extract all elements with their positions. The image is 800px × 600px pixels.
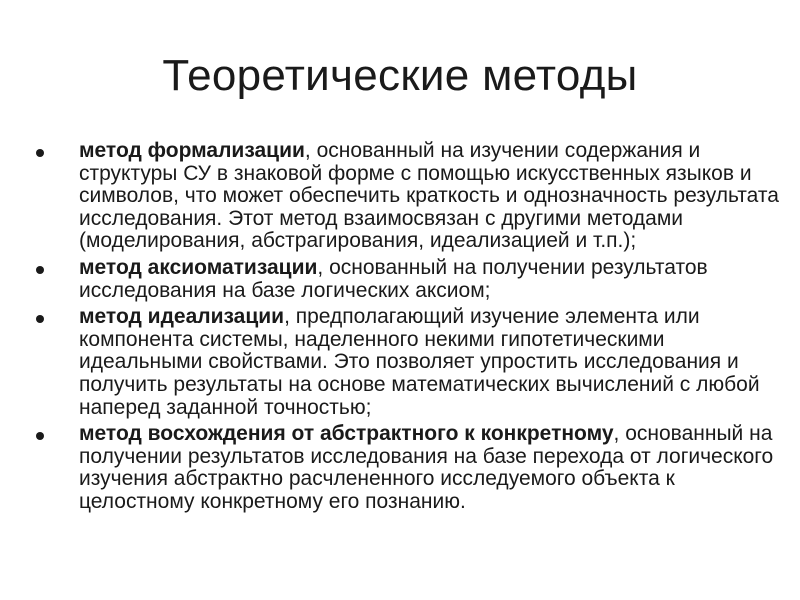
bullet-text: , основанный на изучении содержания и структуры СУ в знаковой форме с помощью искусственных языков и символов, что может обеспечить краткость и однозначность результата исследования. Этот метод взаимосвязан с другими методами (моделирования, абстрагирования, идеализацией и т.п.);	[79, 139, 779, 253]
bullet-item-formalization	[36, 140, 788, 253]
bullet-dot-icon	[36, 149, 44, 157]
bullet-item-axiomatization	[36, 257, 788, 302]
bullet-list	[36, 140, 788, 518]
bullet-dot-icon	[36, 432, 44, 440]
bullet-term: метод аксиоматизации	[79, 255, 318, 279]
bullet-text: , основанный на получении результатов исследования на базе логических аксиом;	[79, 255, 708, 302]
bullet-term: метод идеализации	[79, 305, 285, 329]
bullet-text: , предполагающий изучение элемента или компонента системы, наделенного некими гипотетическими идеальными свойствами. Это позволяет упростить исследования и получить результаты на основе математических вычислений с любой наперед заданной точностью;	[79, 305, 760, 419]
bullet-dot-icon	[36, 315, 44, 323]
slide-title: Теоретические методы	[162, 51, 638, 100]
bullet-text: , основанный на получении результатов исследования на базе перехода от логического изучения абстрактно расчлененного исследуемого объекта к целостному конкретному его познанию.	[79, 422, 774, 513]
bullet-term: метод формализации	[79, 139, 305, 162]
bullet-item-idealization	[36, 306, 788, 419]
bullet-dot-icon	[36, 266, 44, 274]
bullet-term: метод восхождения от абстрактного к конкретному	[79, 422, 614, 446]
bullet-item-ascent	[36, 423, 788, 513]
